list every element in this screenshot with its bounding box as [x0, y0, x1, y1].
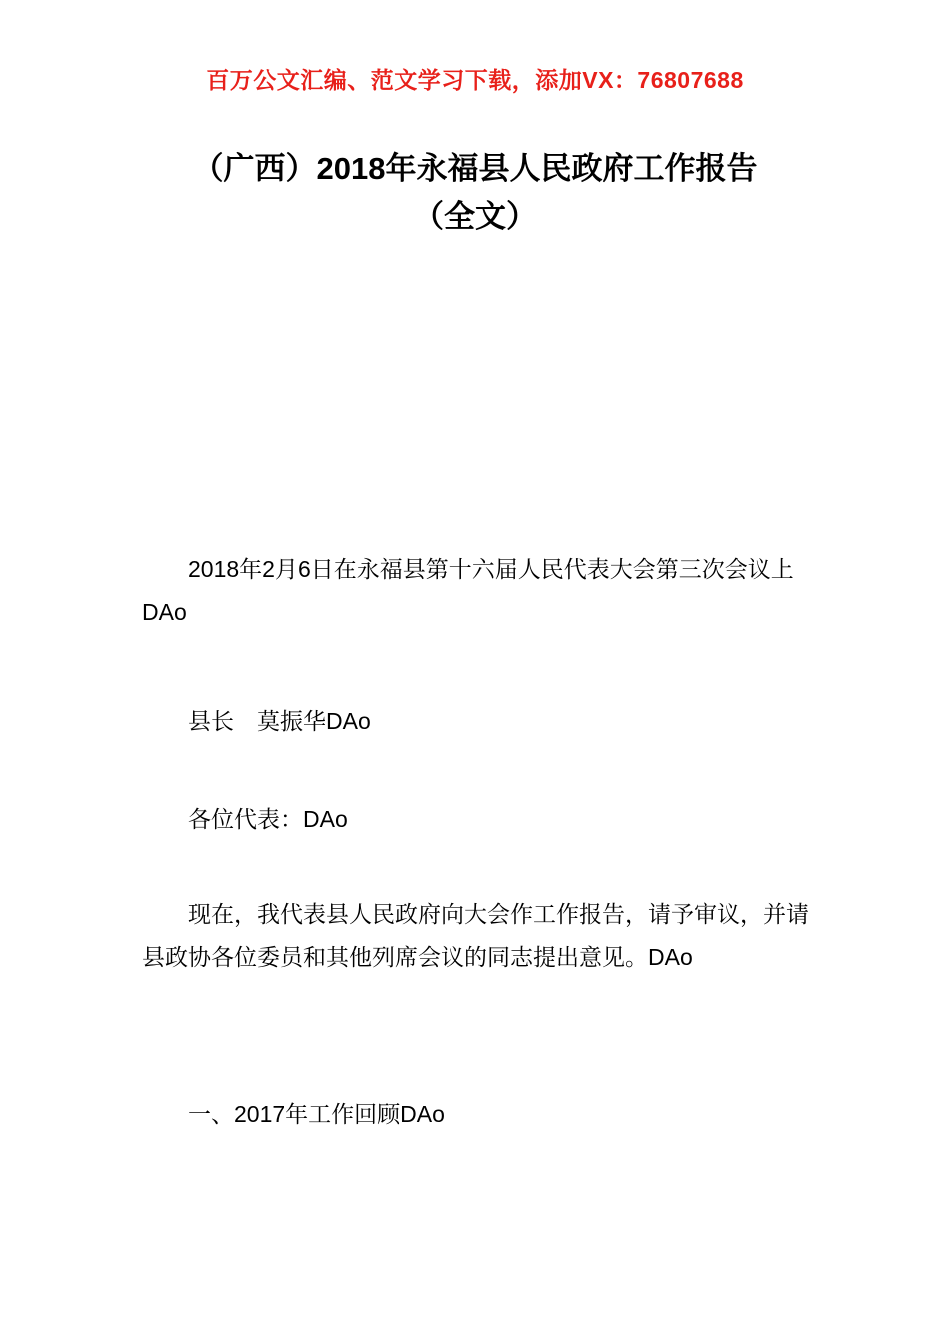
page-title-line-2: （全文） [413, 199, 537, 235]
paragraph-meeting-info: 2018年2月6日在永福县第十六届人民代表大会第三次会议上DAo [142, 556, 794, 625]
paragraph-section-heading-one: 一、2017年工作回顾DAo [188, 1101, 445, 1127]
paragraph-salutation: 各位代表：DAo [188, 806, 348, 832]
page-title [125, 145, 825, 241]
paragraph-introduction: 现在，我代表县人民政府向大会作工作报告，请予审议，并请县政协各位委员和其他列席会议的同志提出意见。DAo [142, 901, 809, 970]
paragraph-speaker: 县长 莫振华DAo [188, 708, 371, 734]
promo-banner: 百万公文汇编、范文学习下载，添加VX：76807688 [206, 67, 744, 93]
page-title-line-1: （广西）2018年永福县人民政府工作报告 [192, 151, 758, 186]
